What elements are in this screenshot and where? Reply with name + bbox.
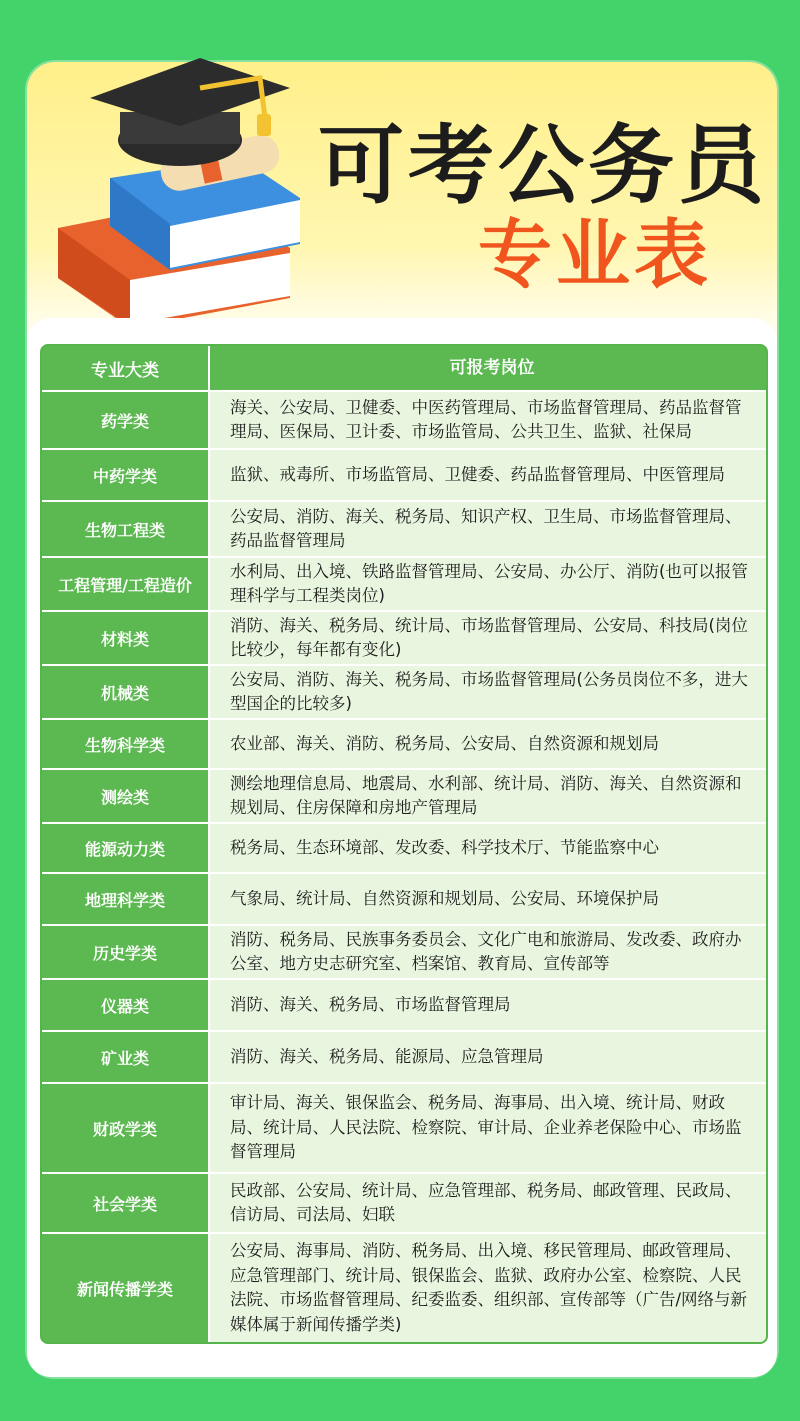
table-row (42, 1082, 766, 1172)
graduation-books-illustration (50, 48, 320, 318)
row-positions: 监狱、戒毒所、市场监管局、卫健委、药品监督管理局、中医管理局 (210, 450, 766, 500)
header-positions: 可报考岗位 (210, 346, 766, 390)
table-row (42, 1172, 766, 1232)
row-category: 新闻传播学类 (42, 1234, 210, 1342)
major-position-table (40, 344, 768, 1344)
table-row (42, 924, 766, 978)
row-category: 测绘类 (42, 770, 210, 822)
row-positions: 公安局、消防、海关、税务局、市场监督管理局(公务员岗位不多，进大型国企的比较多) (210, 666, 766, 718)
table-row (42, 1232, 766, 1342)
row-positions: 审计局、海关、银保监会、税务局、海事局、出入境、统计局、财政局、统计局、人民法院、检察院、审计局、企业养老保险中心、市场监督管理局 (210, 1084, 766, 1172)
table-row (42, 978, 766, 1030)
table-row (42, 872, 766, 924)
row-category: 药学类 (42, 392, 210, 448)
row-category: 工程管理/工程造价 (42, 558, 210, 610)
table-row (42, 664, 766, 718)
table-row (42, 1030, 766, 1082)
row-positions: 农业部、海关、消防、税务局、公安局、自然资源和规划局 (210, 720, 766, 768)
row-category: 地理科学类 (42, 874, 210, 924)
row-category: 能源动力类 (42, 824, 210, 872)
table-row (42, 556, 766, 610)
table-row (42, 822, 766, 872)
row-positions: 税务局、生态环境部、发改委、科学技术厅、节能监察中心 (210, 824, 766, 872)
row-category: 社会学类 (42, 1174, 210, 1232)
header-category: 专业大类 (42, 346, 210, 390)
row-category: 中药学类 (42, 450, 210, 500)
row-category: 矿业类 (42, 1032, 210, 1082)
table-row (42, 448, 766, 500)
table-row (42, 500, 766, 556)
row-category: 机械类 (42, 666, 210, 718)
row-positions: 海关、公安局、卫健委、中医药管理局、市场监督管理局、药品监督管理局、医保局、卫计委、市场监管局、公共卫生、监狱、社保局 (210, 392, 766, 448)
table-row (42, 610, 766, 664)
row-positions: 公安局、海事局、消防、税务局、出入境、移民管理局、邮政管理局、应急管理部门、统计局、银保监会、监狱、政府办公室、检察院、人民法院、市场监督管理局、纪委监委、组织部、宣传部等（广告/网络与新媒体属于新闻传播学类) (210, 1234, 766, 1342)
row-positions: 消防、海关、税务局、市场监督管理局 (210, 980, 766, 1030)
row-positions: 公安局、消防、海关、税务局、知识产权、卫生局、市场监督管理局、药品监督管理局 (210, 502, 766, 556)
table-row (42, 768, 766, 822)
row-category: 生物科学类 (42, 720, 210, 768)
row-category: 财政学类 (42, 1084, 210, 1172)
page-subtitle: 专业表 (478, 212, 712, 298)
row-category: 生物工程类 (42, 502, 210, 556)
row-positions: 消防、税务局、民族事务委员会、文化广电和旅游局、发改委、政府办公室、地方史志研究室、档案馆、教育局、宣传部等 (210, 926, 766, 978)
table-row (42, 390, 766, 448)
page-title: 可考公务员 (318, 116, 768, 216)
table-header-row (42, 346, 766, 390)
row-positions: 民政部、公安局、统计局、应急管理部、税务局、邮政管理、民政局、信访局、司法局、妇联 (210, 1174, 766, 1232)
row-positions: 消防、海关、税务局、能源局、应急管理局 (210, 1032, 766, 1082)
table-row (42, 718, 766, 768)
row-positions: 消防、海关、税务局、统计局、市场监督管理局、公安局、科技局(岗位比较少，每年都有变化) (210, 612, 766, 664)
row-category: 仪器类 (42, 980, 210, 1030)
row-category: 材料类 (42, 612, 210, 664)
row-positions: 气象局、统计局、自然资源和规划局、公安局、环境保护局 (210, 874, 766, 924)
row-positions: 测绘地理信息局、地震局、水利部、统计局、消防、海关、自然资源和规划局、住房保障和房地产管理局 (210, 770, 766, 822)
row-positions: 水利局、出入境、铁路监督管理局、公安局、办公厅、消防(也可以报管理科学与工程类岗位) (210, 558, 766, 610)
row-category: 历史学类 (42, 926, 210, 978)
